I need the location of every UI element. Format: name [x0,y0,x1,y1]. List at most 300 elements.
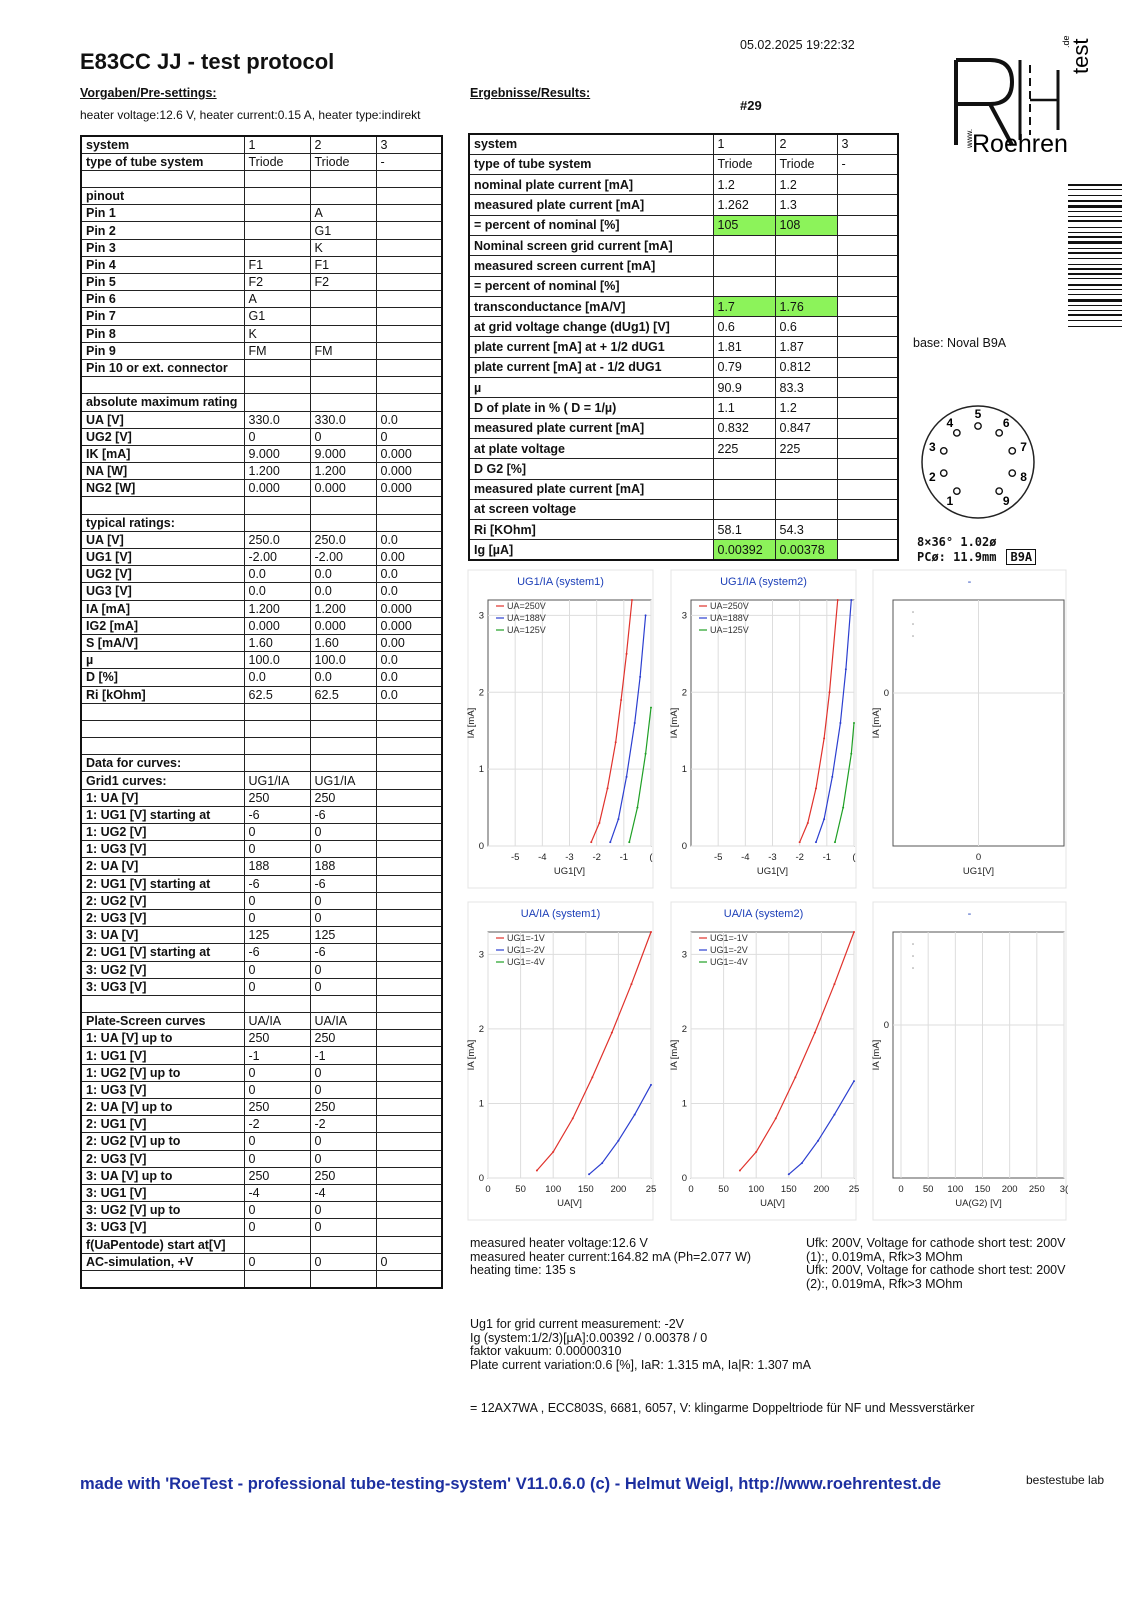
chart-empty-2 [871,902,1069,1225]
row-label: system [469,134,713,154]
row-label: 3: UG3 [V] [81,1219,244,1236]
data-point [842,807,844,809]
grid-notes [470,1318,811,1372]
cell-system-3 [376,738,442,755]
cell-system-2 [310,720,376,737]
socket-pin-label: 7 [1020,440,1027,455]
cell-system-2: 1.3 [775,195,837,215]
cell-system-2: 0.847 [775,418,837,438]
cell-system-2: 0 [310,1133,376,1150]
base-label: base: Noval B9A [913,336,1007,350]
chart-ug1-ia-system1 [468,570,653,893]
cell-system-3: 0.000 [376,463,442,480]
row-label [81,703,244,720]
cell-system-1 [713,479,775,499]
table-row [81,1013,442,1030]
data-point [850,753,852,755]
table-row [81,325,442,342]
table-row [81,222,442,239]
data-point [817,1140,819,1142]
table-row [81,1150,442,1167]
socket-pin-5 [975,423,981,429]
legend-label: UA=250V [710,601,749,611]
x-axis-label: UA(G2) [V] [955,1198,1002,1209]
data-point [834,841,836,843]
chart-background [671,570,856,888]
row-label: = percent of nominal [%] [469,276,713,296]
cell-system-3 [376,1236,442,1253]
cell-system-3 [376,824,442,841]
cell-system-3 [837,317,898,337]
data-point [853,931,855,933]
cell-system-1: -6 [244,944,310,961]
row-label: Nominal screen grid current [mA] [469,235,713,255]
cell-system-2: A [310,205,376,222]
barcode-bar [1068,232,1122,233]
datetime: 05.02.2025 19:22:32 [740,38,855,52]
barcode-bar [1068,278,1122,279]
data-point [617,818,619,820]
x-axis-label: UA[V] [557,1198,582,1209]
data-point [755,1151,757,1153]
data-point [815,787,817,789]
row-label: µ [81,652,244,669]
cell-system-2: UG1/IA [310,772,376,789]
table-row [81,153,442,170]
cell-system-1: 1 [244,136,310,153]
table-row [469,195,898,215]
cell-system-2: 0 [310,1081,376,1098]
cell-system-2: 100.0 [310,652,376,669]
cell-system-2: 0.000 [310,617,376,634]
data-point [634,1114,636,1116]
row-label: Pin 3 [81,239,244,256]
cell-system-2 [310,755,376,772]
data-point [636,807,638,809]
cell-system-2: 0.00378 [775,540,837,560]
data-point [645,753,647,755]
cell-system-2 [310,1236,376,1253]
cell-system-1 [244,394,310,411]
data-point [801,1162,803,1164]
data-point [650,931,652,933]
row-label: 1: UA [V] [81,789,244,806]
cell-system-3: - [837,154,898,174]
cell-system-2: 250.0 [310,531,376,548]
row-label: D [%] [81,669,244,686]
data-point [634,722,636,724]
cell-system-1: 1 [713,134,775,154]
socket-pin-label: 3 [929,440,936,455]
y-tick-label: 1 [478,764,484,776]
cell-system-1: -2.00 [244,549,310,566]
y-tick-label: 2 [681,687,687,699]
ufk-line3: Ufk: 200V, Voltage for cathode short test: 200V [806,1263,1066,1277]
cell-system-3: 0.0 [376,583,442,600]
row-label: measured screen current [mA] [469,256,713,276]
chart-title: UG1/IA (system1) [517,576,604,588]
cell-system-2: F1 [310,256,376,273]
cell-system-3 [376,892,442,909]
barcode-bar [1068,205,1122,208]
x-tick-label: 200 [813,1184,830,1195]
cell-system-3 [376,497,442,514]
socket-pin-6 [996,430,1002,436]
row-label: 1: UG3 [V] [81,841,244,858]
x-tick-label: ( [649,852,653,863]
heater-settings: heater voltage:12.6 V, heater current:0.15 A, heater type:indirekt [80,108,421,122]
presettings-label: Vorgaben/Pre-settings: [80,86,217,100]
table-row [469,459,898,479]
x-tick-label: 50 [922,1184,934,1195]
cell-system-3: 0.0 [376,411,442,428]
cell-system-2: -2.00 [310,549,376,566]
cell-system-2 [310,995,376,1012]
cell-system-1: 0.000 [244,480,310,497]
row-label: D G2 [%] [469,459,713,479]
barcode-bar [1068,252,1122,254]
cell-system-1 [713,276,775,296]
table-row [81,738,442,755]
cell-system-1: 0.832 [713,418,775,438]
row-label [81,497,244,514]
data-point [829,691,831,693]
legend-swatch [912,955,914,957]
cell-system-3: 0.00 [376,634,442,651]
table-row [81,617,442,634]
table-row [469,256,898,276]
cell-system-1: 0.0 [244,566,310,583]
cell-system-1: 1.7 [713,296,775,316]
row-label: 3: UG2 [V] up to [81,1202,244,1219]
cell-system-3 [837,398,898,418]
cell-system-3 [376,514,442,531]
y-tick-label: 0 [478,1173,484,1184]
barcode-bar [1068,264,1122,265]
cell-system-2: Triode [775,154,837,174]
row-label: Pin 4 [81,256,244,273]
barcode-bar [1068,310,1122,311]
barcode-bar [1068,284,1122,286]
x-tick-label: 0 [688,1184,694,1195]
cell-system-2: 1.76 [775,296,837,316]
table-row [81,1133,442,1150]
cell-system-2: 0 [310,961,376,978]
legend-label: UA=250V [507,601,546,611]
cell-system-1 [244,720,310,737]
row-label: plate current [mA] at - 1/2 dUG1 [469,357,713,377]
barcode-bar [1068,273,1122,275]
cell-system-1: 250 [244,1030,310,1047]
cell-system-2: 0.000 [310,480,376,497]
cell-system-3 [376,755,442,772]
x-tick-label: 0 [485,1184,491,1195]
table-row [81,909,442,926]
table-row [81,772,442,789]
table-row [81,961,442,978]
table-row [81,136,442,153]
presettings-table [80,135,443,1289]
cell-system-3: 0.0 [376,686,442,703]
table-row [81,1219,442,1236]
cell-system-3 [376,1219,442,1236]
cell-system-1 [244,995,310,1012]
row-label: Pin 9 [81,342,244,359]
table-row [469,438,898,458]
row-label: IA [mA] [81,600,244,617]
cell-system-2: K [310,239,376,256]
cell-system-1: 0.6 [713,317,775,337]
cell-system-3 [837,438,898,458]
barcode-bar [1068,220,1122,222]
socket-pin-9 [996,488,1002,494]
data-point [572,1117,574,1119]
table-row [469,479,898,499]
cell-system-3 [376,342,442,359]
table-row [81,1099,442,1116]
table-row [469,215,898,235]
cell-system-3 [376,1081,442,1098]
row-label: Plate-Screen curves [81,1013,244,1030]
cell-system-3 [837,479,898,499]
data-point [788,1173,790,1175]
x-tick-label: -1 [822,852,832,863]
row-label: IK [mA] [81,445,244,462]
cell-system-3 [376,222,442,239]
cell-system-1: 188 [244,858,310,875]
cell-system-3 [376,995,442,1012]
chart-title: - [967,576,972,588]
table-row [81,995,442,1012]
cell-system-1: -6 [244,875,310,892]
cell-system-3 [837,296,898,316]
table-row [469,540,898,560]
row-label: Pin 5 [81,274,244,291]
cell-system-2: 2 [775,134,837,154]
cell-system-3 [376,1064,442,1081]
data-point [626,653,628,655]
cell-system-1: 0 [244,1253,310,1270]
table-row [81,274,442,291]
row-label: 2: UG1 [V] starting at [81,944,244,961]
row-label: µ [469,378,713,398]
data-point [839,722,841,724]
table-row [81,359,442,376]
cell-system-1: 58.1 [713,520,775,540]
cell-system-3 [376,703,442,720]
cell-system-3 [837,256,898,276]
x-axis-label: UG1[V] [756,866,789,877]
cell-system-2: 0.812 [775,357,837,377]
table-row [81,824,442,841]
row-label: plate current [mA] at + 1/2 dUG1 [469,337,713,357]
x-tick-label: 0 [898,1184,904,1195]
socket-pcd: PCø: 11.9mm [917,550,997,564]
logo-test: test [1068,38,1093,74]
cell-system-3 [376,205,442,222]
table-row [81,686,442,703]
x-axis-label: UA[V] [760,1198,785,1209]
legend-label: UA=125V [507,625,546,635]
table-row [81,1047,442,1064]
cell-system-1: -4 [244,1184,310,1201]
row-label: 2: UA [V] up to [81,1099,244,1116]
legend-swatch [912,611,914,613]
table-row [81,875,442,892]
cell-system-2: 0 [310,892,376,909]
cell-system-3 [376,188,442,205]
row-label: measured plate current [mA] [469,479,713,499]
cell-system-1 [713,256,775,276]
table-row [81,841,442,858]
ug1-note: Ug1 for grid current measurement: -2V [470,1317,684,1331]
cell-system-2: 54.3 [775,520,837,540]
data-point [833,983,835,985]
row-label: NA [W] [81,463,244,480]
cell-system-2: 0 [310,1202,376,1219]
cell-system-1: UG1/IA [244,772,310,789]
table-row [81,755,442,772]
cell-system-3: - [376,153,442,170]
barcode-bar [1068,248,1122,249]
cell-system-1: 9.000 [244,445,310,462]
barcode-bar [1068,241,1122,244]
cell-system-3 [376,377,442,394]
socket-pin-label: 5 [974,407,982,421]
x-tick-label: 200 [610,1184,627,1195]
row-label: typical ratings: [81,514,244,531]
equivalents-note: = 12AX7WA , ECC803S, 6681, 6057, V: klingarme Doppeltriode für NF und Messverstärker [470,1401,975,1415]
cell-system-2: F2 [310,274,376,291]
chart-background [873,570,1066,888]
cell-system-2: UA/IA [310,1013,376,1030]
cell-system-1: 1.200 [244,463,310,480]
data-point [794,1076,796,1078]
table-row [469,154,898,174]
chart-title: UG1/IA (system2) [720,576,807,588]
cell-system-3: 0.0 [376,531,442,548]
cell-system-2: 1.87 [775,337,837,357]
x-tick-label: -4 [538,852,547,863]
legend-label: UA=188V [710,613,749,623]
cell-system-2 [310,308,376,325]
cell-system-2: 0.6 [775,317,837,337]
cell-system-2: 0 [310,1219,376,1236]
table-row [81,463,442,480]
data-point [591,1076,593,1078]
cell-system-3: 0.0 [376,566,442,583]
row-label: IG2 [mA] [81,617,244,634]
results-table [468,133,899,561]
cell-system-3 [376,789,442,806]
cell-system-3 [376,1013,442,1030]
chart-title: UA/IA (system1) [520,908,601,920]
row-label: AC-simulation, +V [81,1253,244,1270]
y-axis-label: IA [mA] [669,707,680,739]
table-row [81,1167,442,1184]
data-point [799,841,801,843]
socket-pin-2 [941,470,947,476]
barcode-bar [1068,200,1122,202]
data-point [650,1084,652,1086]
cell-system-2: 0 [310,841,376,858]
data-point [611,1032,613,1034]
chart-background [468,570,653,888]
cell-system-2 [775,276,837,296]
cell-system-1: -2 [244,1116,310,1133]
table-row [469,520,898,540]
row-label: 3: UA [V] [81,927,244,944]
cell-system-1: 0 [244,428,310,445]
y-axis-label: IA [mA] [466,707,477,739]
cell-system-3: 0.00 [376,549,442,566]
barcode-bar [1068,314,1122,316]
cell-system-1 [244,738,310,755]
cell-system-1: 250.0 [244,531,310,548]
y-axis-label: IA [mA] [871,707,882,739]
y-axis-label: IA [mA] [871,1039,882,1071]
cell-system-2: 1.200 [310,463,376,480]
table-row [81,291,442,308]
cell-system-3 [837,276,898,296]
row-label: Pin 2 [81,222,244,239]
table-row [81,600,442,617]
cell-system-3 [376,927,442,944]
row-label: UG1 [V] [81,549,244,566]
legend-label: UG1=-4V [710,957,748,967]
cell-system-3: 0.0 [376,669,442,686]
row-label: 2: UG1 [V] starting at [81,875,244,892]
cell-system-2: 0 [310,1150,376,1167]
table-row [81,394,442,411]
table-row [81,720,442,737]
table-row [81,566,442,583]
cell-system-3 [376,1202,442,1219]
cell-system-1: K [244,325,310,342]
cell-system-1: 0 [244,1064,310,1081]
socket-pin-label: 9 [1002,493,1010,508]
row-label: 3: UA [V] up to [81,1167,244,1184]
row-label: Pin 1 [81,205,244,222]
y-tick-label: 0 [478,841,484,852]
data-point [626,776,628,778]
row-label: Data for curves: [81,755,244,772]
barcode-bar [1068,326,1122,327]
cell-system-1: G1 [244,308,310,325]
cell-system-3 [376,274,442,291]
row-label: 1: UG1 [V] [81,1047,244,1064]
cell-system-3: 0 [376,1253,442,1270]
data-point [639,676,641,678]
cell-system-2 [775,459,837,479]
barcode-bar [1068,195,1122,196]
row-label: UG2 [V] [81,566,244,583]
table-row [469,317,898,337]
x-tick-label: 150 [577,1184,594,1195]
y-tick-label: 2 [478,1023,484,1035]
data-point [598,822,600,824]
cell-system-1 [244,377,310,394]
socket-pin-3 [941,448,947,454]
cell-system-1: 1.1 [713,398,775,418]
table-row [81,342,442,359]
data-point [617,1140,619,1142]
cell-system-3 [376,858,442,875]
table-row [81,1030,442,1047]
row-label: Pin 6 [81,291,244,308]
x-axis-label: UG1[V] [553,866,586,877]
row-label [81,377,244,394]
